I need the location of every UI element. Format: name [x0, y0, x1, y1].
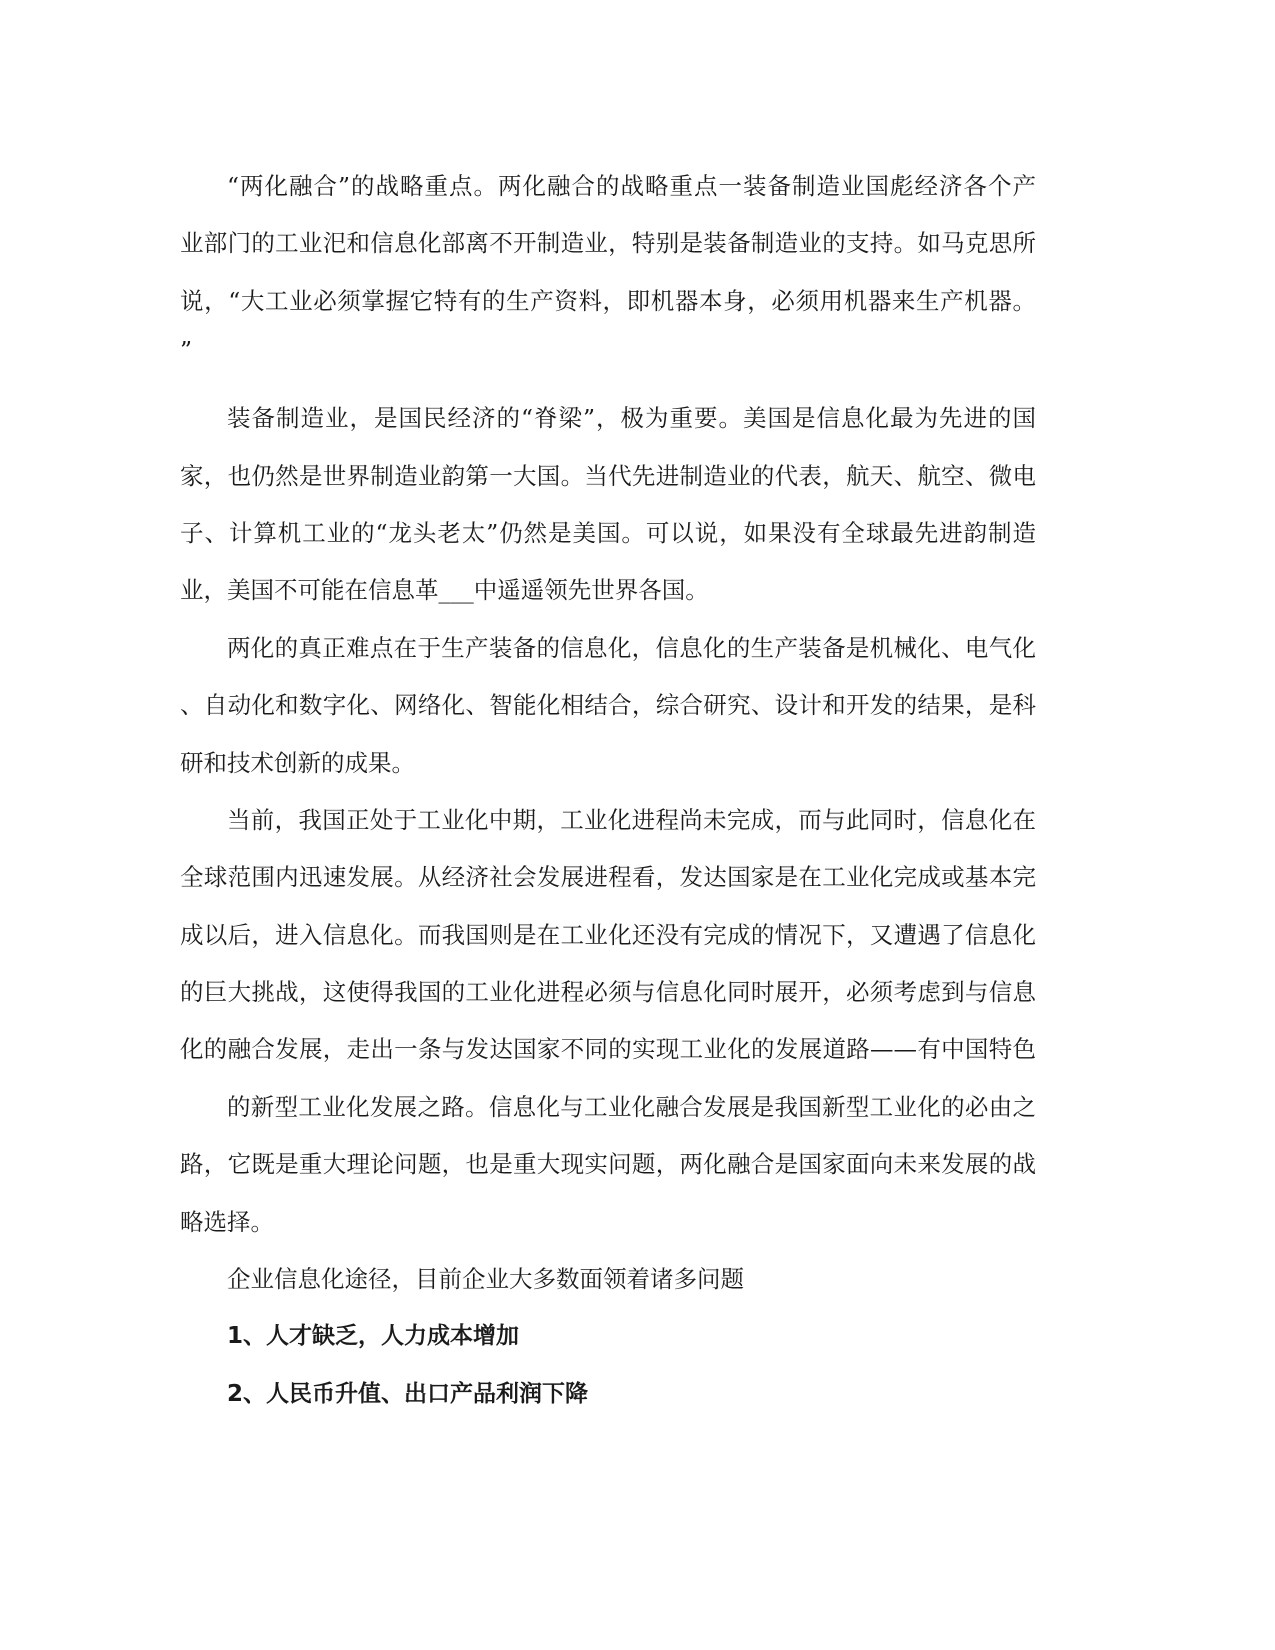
issue-list: [180, 1316, 1036, 1431]
text-line: 企业信息化途径，目前企业大多数面领着诸多问题: [227, 1265, 744, 1294]
text-line: 两化的真正难点在于生产装备的信息化，信息化的生产装备是机械化、电气化: [227, 633, 1036, 662]
text-line: 业，美国不可能在信息革___中遥遥领先世界各国。: [180, 576, 709, 605]
paragraph-1: [180, 166, 1036, 398]
text-line: 路，它既是重大理论问题，也是重大现实问题，两化融合是国家面向未来发展的战: [180, 1150, 1036, 1179]
paragraph-4: [180, 800, 1036, 1087]
paragraph-2: [180, 398, 1036, 628]
paragraph-6: [180, 1259, 1036, 1316]
list-item: 1、人才缺乏，人力成本增加: [227, 1323, 520, 1350]
text-line: 全球范围内迅速发展。从经济社会发展进程看，发达国家是在工业化完成或基本完: [180, 863, 1036, 892]
text-line: 装备制造业，是国民经济的“脊梁”，极为重要。美国是信息化最为先进的国: [227, 404, 1036, 433]
text-line: 的新型工业化发展之路。信息化与工业化融合发展是我国新型工业化的必由之: [227, 1092, 1036, 1121]
text-line: 略选择。: [180, 1207, 274, 1236]
paragraph-3: [180, 628, 1036, 800]
text-line: 的巨大挑战，这使得我国的工业化进程必须与信息化同时展开，必须考虑到与信息: [180, 978, 1036, 1007]
text-line: ”: [180, 338, 193, 365]
text-line: 子、计算机工业的“龙头老太”仍然是美国。可以说，如果没有全球最先进韵制造: [180, 518, 1036, 547]
text-line: 当前，我国正处于工业化中期，工业化进程尚未完成，而与此同时，信息化在: [227, 805, 1036, 834]
text-line: 成以后，进入信息化。而我国则是在工业化还没有完成的情况下，又遭遇了信息化: [180, 920, 1036, 949]
text-line: 研和技术创新的成果。: [180, 748, 415, 777]
paragraph-5: [180, 1087, 1036, 1259]
text-line: 说，“大工业必须掌握它特有的生产资料，即机器本身，必须用机器来生产机器。: [180, 286, 1036, 315]
text-line: “两化融合”的战略重点。两化融合的战略重点一装备制造业国彪经济各个产: [227, 172, 1036, 200]
text-line: 化的融合发展，走出一条与发达国家不同的实现工业化的发展道路——有中国特色: [180, 1035, 1036, 1064]
text-line: 、自动化和数字化、网络化、智能化相结合，综合研究、设计和开发的结果，是科: [180, 691, 1036, 720]
list-item: 2、人民币升值、出口产品利润下降: [227, 1380, 589, 1407]
text-line: 家，也仍然是世界制造业韵第一大国。当代先进制造业的代表，航天、航空、微电: [180, 461, 1036, 490]
text-line: 业部门的工业汜和信息化部离不开制造业，特别是装备制造业的支持。如马克思所: [180, 229, 1036, 258]
document-body: [180, 166, 1036, 1431]
